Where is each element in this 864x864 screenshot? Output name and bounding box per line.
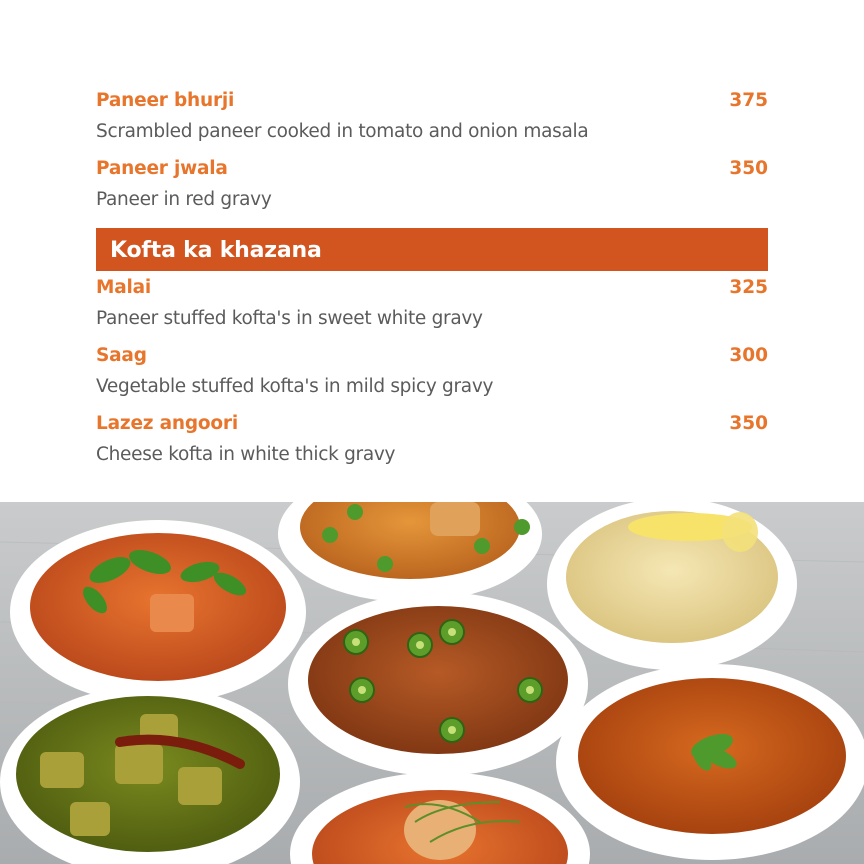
item-description: Vegetable stuffed kofta's in mild spicy gravy: [96, 376, 494, 397]
item-price: 325: [729, 277, 768, 298]
section-title: Kofta ka khazana: [110, 238, 322, 263]
item-name: Paneer bhurji: [96, 90, 235, 111]
item-price: 350: [729, 413, 768, 434]
bowl-right-gravy: [556, 664, 864, 860]
bowl-rice: [547, 502, 797, 670]
bowl-center-okra: [288, 592, 588, 776]
menu-item: [96, 341, 768, 409]
section-header: [96, 228, 768, 271]
kofta-menu-list: [96, 273, 768, 477]
item-name: Paneer jwala: [96, 158, 228, 179]
item-price: 300: [729, 345, 768, 366]
menu-item: [96, 409, 768, 477]
paneer-menu-list: [96, 86, 768, 222]
item-description: Paneer in red gravy: [96, 189, 272, 210]
item-description: Cheese kofta in white thick gravy: [96, 444, 396, 465]
item-price: 350: [729, 158, 768, 179]
item-price: 375: [729, 90, 768, 111]
item-description: Scrambled paneer cooked in tomato and onion masala: [96, 121, 589, 142]
item-description: Paneer stuffed kofta's in sweet white gravy: [96, 308, 483, 329]
item-name: Lazez angoori: [96, 413, 238, 434]
item-name: Saag: [96, 345, 147, 366]
bowl-left-top: [10, 520, 306, 704]
menu-item: [96, 154, 768, 222]
curry-bowls-photo: [0, 502, 864, 864]
menu-item: [96, 273, 768, 341]
item-name: Malai: [96, 277, 152, 298]
menu-item: [96, 86, 768, 154]
